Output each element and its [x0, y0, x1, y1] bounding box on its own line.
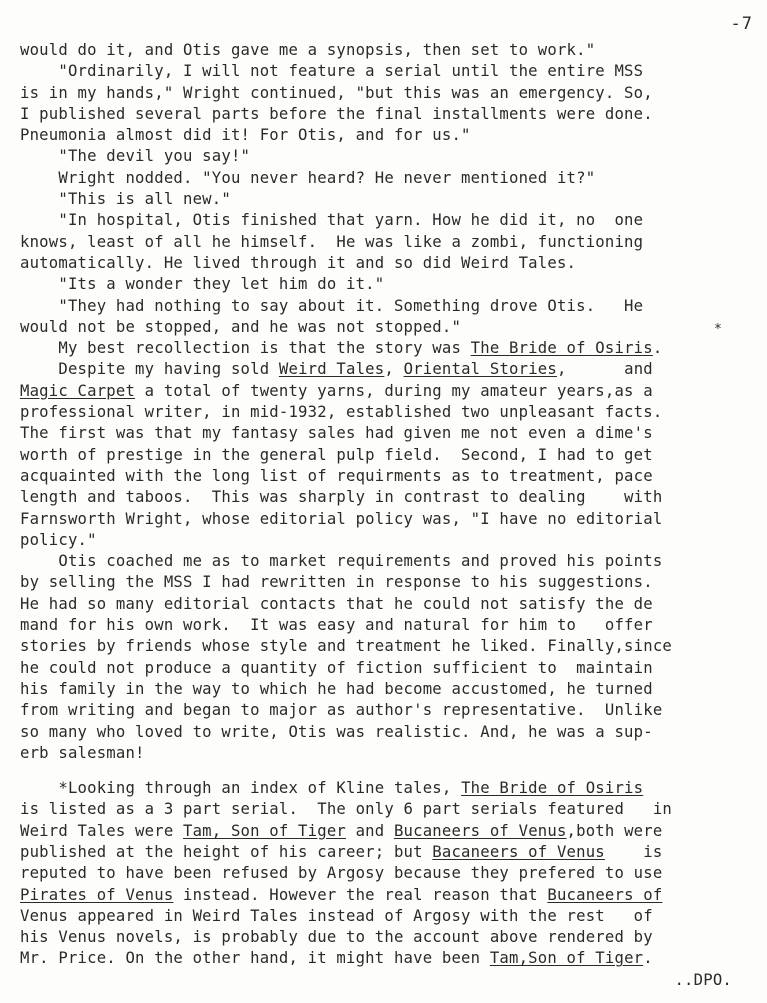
text-run: "This is all new." [20, 190, 231, 209]
text-line [20, 146, 734, 167]
paragraph-gap [20, 764, 734, 778]
text-run: would not be stopped, and he was not stopped." [20, 317, 462, 336]
text-run: . [643, 949, 653, 968]
text-line [20, 40, 734, 61]
underlined-title: Oriental Stories [403, 360, 557, 379]
text-run: policy." [20, 530, 97, 549]
text-run: his family in the way to which he had become accustomed, he turned [20, 679, 653, 698]
underlined-title: Bucaneers of [547, 885, 663, 904]
underlined-title: Tam,Son of Tiger [489, 949, 644, 968]
text-line [20, 799, 734, 820]
text-run: "In hospital, Otis finished that yarn. How he did it, no one [20, 211, 644, 230]
text-run: "They had nothing to say about it. Something drove Otis. He [20, 296, 644, 315]
text-line [20, 338, 734, 359]
underlined-title: Weird Tales [278, 360, 385, 379]
underlined-title: Tam, Son of Tiger [183, 821, 346, 840]
text-line [20, 863, 734, 884]
text-run: a total of twenty yarns, during my amateur years,as a [135, 381, 653, 400]
text-run: "Its a wonder they let him do it." [20, 275, 385, 294]
text-line [20, 125, 734, 146]
text-run: Venus appeared in Weird Tales instead of Argosy with the rest of [20, 906, 653, 925]
text-run: is listed as a 3 part serial. The only 6 part serials featured in [20, 800, 672, 819]
text-line [20, 906, 734, 927]
text-run: He had so many editorial contacts that he could not satisfy the de [20, 594, 653, 613]
underlined-title: Magic Carpet [20, 381, 136, 400]
text-line [20, 927, 734, 948]
text-run: Farnsworth Wright, whose editorial policy was, "I have no editorial [20, 509, 663, 528]
text-line [20, 594, 734, 615]
text-line [20, 679, 734, 700]
text-run: he could not produce a quantity of fiction sufficient to maintain [20, 658, 653, 677]
text-run: erb salesman! [20, 743, 145, 762]
text-run: , and [556, 360, 653, 379]
text-line [20, 274, 734, 295]
text-line [20, 636, 734, 657]
text-line [20, 168, 734, 189]
text-run: reputed to have been refused by Argosy because they prefered to use [20, 864, 663, 883]
text-line [20, 509, 734, 530]
text-run: I published several parts before the final installments were done. [20, 104, 653, 123]
text-run: knows, least of all he himself. He was like a zombi, functioning [20, 232, 644, 251]
text-run: published at the height of his career; but [20, 842, 433, 861]
text-run: professional writer, in mid-1932, established two unpleasant facts. [20, 403, 663, 422]
text-run: automatically. He lived through it and so did Weird Tales. [20, 253, 577, 272]
text-run: , [384, 360, 404, 379]
text-line [20, 700, 734, 721]
text-run: Pneumonia almost did it! For Otis, and for us." [20, 126, 471, 145]
text-line [20, 253, 734, 274]
text-run: "Ordinarily, I will not feature a serial until the entire MSS [20, 62, 644, 81]
text-run: would do it, and Otis gave me a synopsis, then set to work." [20, 41, 596, 59]
text-run: "The devil you say!" [20, 147, 251, 166]
text-line [20, 778, 734, 799]
text-run: acquainted with the long list of requirments as to treatment, pace [20, 466, 653, 485]
text-line [20, 445, 734, 466]
text-line [20, 402, 734, 423]
text-line [20, 885, 734, 906]
text-run: so many who loved to write, Otis was realistic. And, he was a sup- [20, 722, 653, 741]
text-run: from writing and began to major as author's representative. Unlike [20, 701, 663, 720]
text-line [20, 487, 734, 508]
text-line [20, 296, 734, 317]
text-run: *Looking through an index of Kline tales, [20, 779, 462, 798]
text-run: stories by friends whose style and treatment he liked. Finally,since [20, 637, 672, 656]
text-line [20, 530, 734, 551]
text-line [20, 210, 734, 231]
text-line [20, 189, 734, 210]
underlined-title: Pirates of Venus [20, 885, 174, 904]
text-run: by selling the MSS I had rewritten in response to his suggestions. [20, 573, 653, 592]
text-line [20, 722, 734, 743]
text-run: Weird Tales were [20, 821, 183, 840]
text-line [20, 83, 734, 104]
text-line [20, 359, 734, 380]
text-run: his Venus novels, is probably due to the account above rendered by [20, 928, 653, 947]
text-run: My best recollection is that the story was [20, 339, 471, 358]
text-line [20, 615, 734, 636]
text-line [20, 317, 734, 338]
text-line [20, 743, 734, 764]
text-run: is in my hands," Wright continued, "but this was an emergency. So, [20, 83, 653, 102]
typewritten-text [20, 40, 734, 991]
text-line [20, 381, 734, 402]
underlined-title: Bucaneers of Venus [393, 821, 567, 840]
text-run: Mr. Price. On the other hand, it might have been [20, 949, 490, 968]
text-run: is [604, 842, 663, 861]
text-line [20, 842, 734, 863]
text-line [20, 466, 734, 487]
text-line [20, 551, 734, 572]
text-run: mand for his own work. It was easy and natural for him to offer [20, 616, 653, 635]
text-run: Wright nodded. "You never heard? He never mentioned it?" [20, 168, 596, 187]
text-run: Despite my having sold [20, 360, 279, 379]
text-run: ,both were [566, 821, 663, 840]
text-run: . [652, 339, 663, 358]
footnote-asterisk: * [714, 322, 722, 337]
text-line [20, 104, 734, 125]
text-line [20, 572, 734, 593]
underlined-title: The Bride of Osiris [470, 339, 653, 358]
text-run: Otis coached me as to market requirements and proved his points [20, 552, 663, 571]
page-number: -7 [730, 14, 753, 34]
text-run: worth of prestige in the general pulp field. Second, I had to get [20, 445, 653, 464]
signature: ..DPO. [674, 970, 732, 989]
underlined-title: Bacaneers of Venus [432, 842, 605, 861]
text-line [20, 948, 734, 969]
text-run: and [346, 821, 394, 840]
text-run: instead. However the real reason that [173, 885, 548, 904]
text-line [20, 61, 734, 82]
text-run: The first was that my fantasy sales had given me not even a dime's [20, 424, 653, 443]
text-run: length and taboos. This was sharply in contrast to dealing with [20, 488, 663, 507]
text-line [20, 423, 734, 444]
underlined-title: The Bride of Osiris [461, 779, 644, 798]
text-line [20, 821, 734, 842]
text-line [20, 658, 734, 679]
text-line [20, 232, 734, 253]
